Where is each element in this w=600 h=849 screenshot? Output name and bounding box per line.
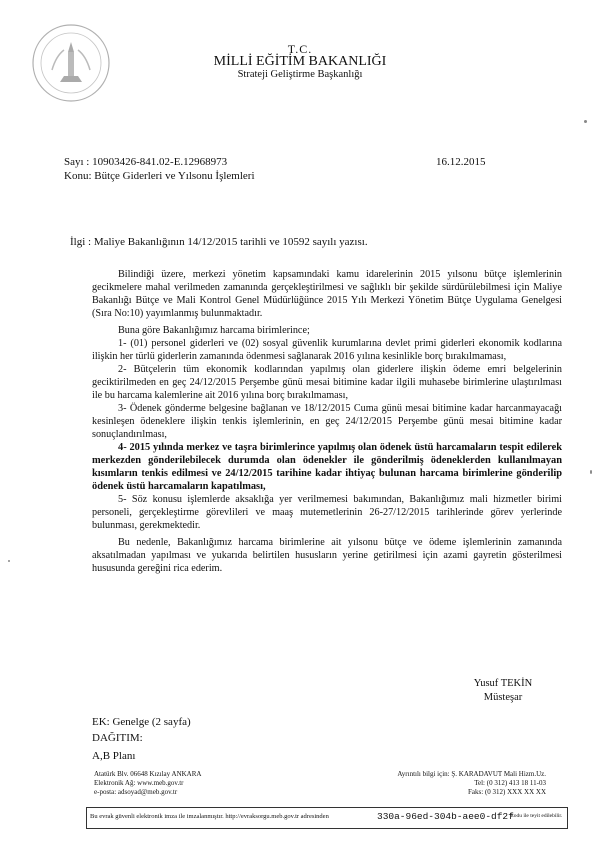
footer-fax: Faks: (0 312) XXX XX XX [468,788,546,796]
item-1: 1- (01) personel giderleri ve (02) sosyal güvenlik kurumlarına devlet primi giderleri ekonomik kodlarına ilişkin her türlü giderlerin zamanında ödenmesi sağlanarak 2016 yılına kesinlikle borç bırakılmaması, [92,338,562,362]
footer-email-line: e-posta: adsoyad@meb.gov.tr [94,788,178,796]
e-signature-verification [86,807,568,829]
footer-contact [370,770,546,797]
footer-phone: Tel: (0 312) 413 18 11-03 [474,779,546,787]
reference-line: İlgi : Maliye Bakanlığının 14/12/2015 tarihli ve 10592 sayılı yazısı. [70,236,368,248]
paragraph-closing: Bu nedenle, Bakanlığımız harcama birimlerine ait yılsonu bütçe ve ödeme işlemlerinin zamanında aksatılmadan yapılması ve yukarıda belirtilen hususların yerine getirilmesi için azami gayretin gösterilmesi hususunda gereğini rica ederim. [92,537,562,574]
verify-prefix: Bu evrak güvenli elektronik imza ile imzalanmıştır. http://evraksorgu.meb.gov.tr adresinden [90,813,329,820]
header-tc: T.C. [287,42,313,56]
signer-name: Yusuf TEKİN [473,678,533,689]
footer-address-line: Atatürk Blv. 06648 Kızılay ANKARA [94,770,202,778]
item-5: 5- Söz konusu işlemlerde aksaklığa yer verilmemesi bakımından, Bakanlığımız mali hizmetler birimi personeli, gerçekleştirme görevlileri ve maaş mutemetlerinin 26-27/12/2015 tarihlerinde görev yerlerinde bulunması, gerekmektedir. [92,494,562,531]
item-3: 3- Ödenek gönderme belgesine bağlanan ve 18/12/2015 Cuma günü mesai bitimine kadar harcanmayacağı kesinleşen ödeneklere ilişkin tenkis işlemlerinin, en geç 24/12/2015 Perşembe günü mesai bitimine kadar sonuçlandırılması, [92,403,562,440]
body-text [92,268,562,575]
verify-code: 330a-96ed-304b-aee0-df2f [377,811,514,822]
footer-address [94,770,201,797]
attachment-line: EK: Genelge (2 sayfa) [92,716,191,728]
distribution-plan: A,B Planı [92,750,136,762]
distribution-label: DAĞITIM: [92,732,143,744]
header-ministry: MİLLİ EĞİTİM BAKANLIĞI [213,54,387,69]
item-2: 2- Bütçelerin tüm ekonomik kodlarından yapılmış olan giderlere ilişkin ödeme emri belgelerinin geciktirilmeden en geç 24/12/2015 Perşembe günü mesai bitimine kadar ilgili muhasebe birimlerine ulaştırılması ile bu harcama kalemlerine ait 2016 yılına borç bırakılmaması, [92,364,562,401]
document-date: 16.12.2015 [436,156,486,168]
paragraph-lead: Buna göre Bakanlığımız harcama birimlerince; [118,325,310,336]
document-subject: Konu: Bütçe Giderleri ve Yılsonu İşlemleri [64,170,255,182]
footer-web-line: Elektronik Ağ: www.meb.gov.tr [94,779,184,787]
signer-title: Müsteşar [483,692,523,703]
item-4: 4- 2015 yılında merkez ve taşra birimlerince yapılmış olan ödenek üstü harcamaların tespit edilerek merkezden gönderilebilecek durumda olan ödenekler ile gönderilmiş ödeneklerden kullanılmayan kısımların tenkis edilmesi ve 24/12/2015 tarihine kadar ihtiyaç bulunan harcama birimlerine gönderilip ödenek üstü harcamaların kapatılması, [92,442,562,492]
verify-suffix: kodu ile teyit edilebilir. [511,813,563,819]
document-number: Sayı : 10903426-841.02-E.12968973 [64,156,228,168]
header-department: Strateji Geliştirme Başkanlığı [237,69,363,80]
ministry-seal-icon [30,22,112,104]
scan-speck [8,560,10,562]
footer-contact-person: Ayrıntılı bilgi için: Ş. KARADAVUT Mali Hizm.Uz. [397,770,546,778]
paragraph-intro: Bilindiği üzere, merkezi yönetim kapsamındaki kamu idarelerinin 2015 yılsonu bütçe işlemlerinin gecikmelere mahal verilmeden zamanında gerçekleştirilmesi ve sağlıklı bir şekilde sürdürülebilmesi için Maliye Bakanlığı Bütçe ve Mali Kontrol Genel Müdürlüğünce 2015 Yılı Merkezi Yönetim Bütçe Uygulama Genelgesi (Sıra No:10) yayımlanmış bulunmaktadır. [92,269,562,319]
scan-speck [584,120,587,123]
scan-speck [590,470,592,474]
